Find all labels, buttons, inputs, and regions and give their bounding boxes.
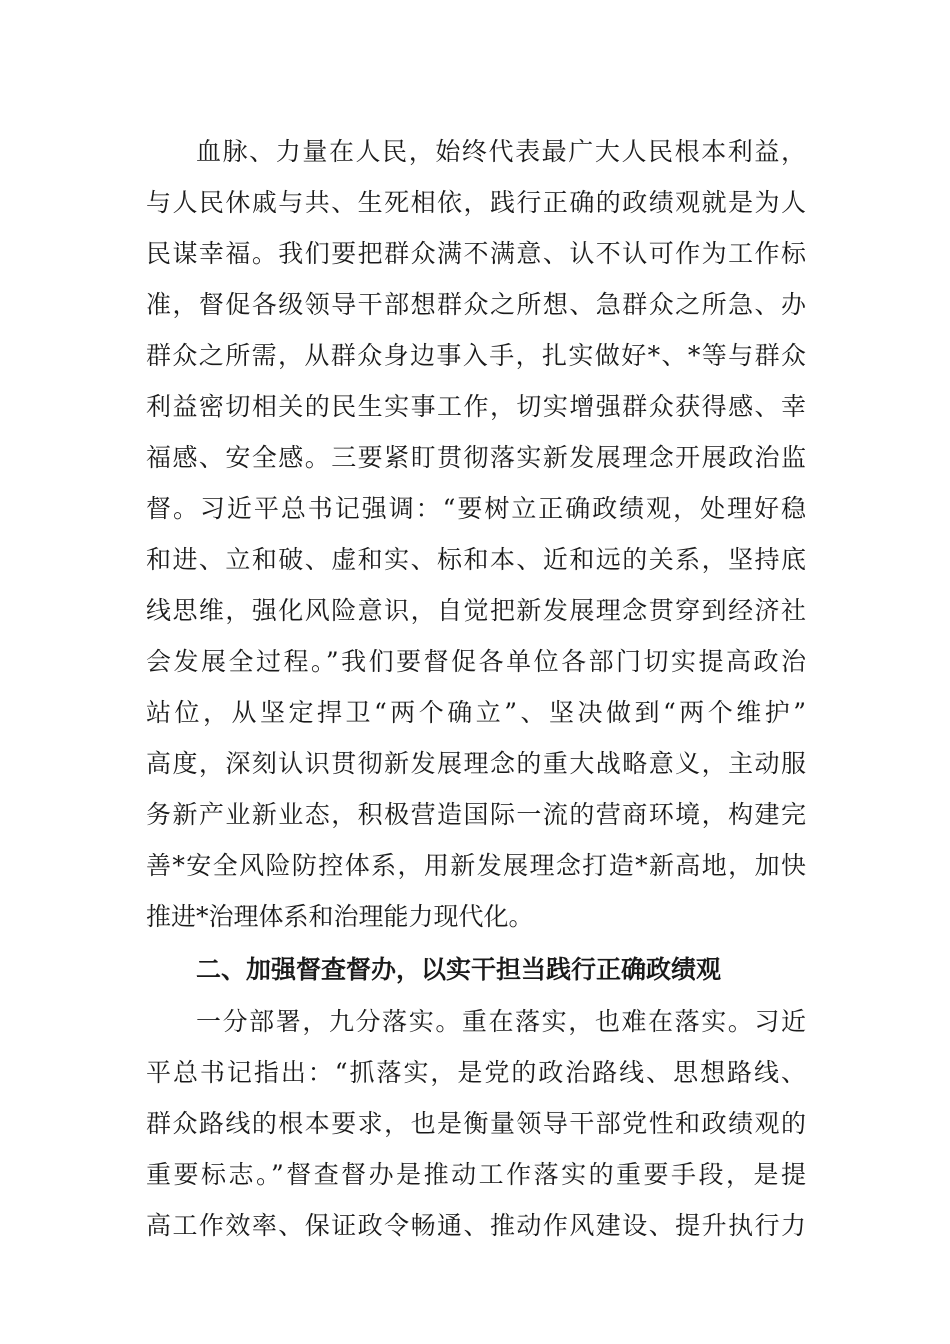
paragraph-line: 利益密切相关的民生实事工作，切实增强群众获得感、幸: [146, 392, 806, 421]
paragraph-line: 善*安全风险防控体系，用新发展理念打造*新高地，加快: [146, 851, 806, 880]
paragraph-line: 民谋幸福。我们要把群众满不满意、认不认可作为工作标: [146, 239, 806, 268]
section-heading: 二、加强督查督办，以实干担当践行正确政绩观: [196, 955, 722, 984]
paragraph-line: 站位，从坚定捍卫“两个确立”、坚决做到“两个维护”: [146, 698, 806, 727]
paragraph-line: 督。习近平总书记强调：“要树立正确政绩观，处理好稳: [146, 494, 806, 523]
paragraph-line: 准，督促各级领导干部想群众之所想、急群众之所急、办: [146, 290, 806, 319]
paragraph-line: 群众之所需，从群众身边事入手，扎实做好*、*等与群众: [146, 341, 806, 370]
paragraph-line: 推进*治理体系和治理能力现代化。: [146, 902, 534, 931]
paragraph-line: 重要标志。”督查督办是推动工作落实的重要手段，是提: [146, 1160, 806, 1189]
paragraph-line: 和进、立和破、虚和实、标和本、近和远的关系，坚持底: [146, 545, 806, 574]
paragraph-line: 线思维，强化风险意识，自觉把新发展理念贯穿到经济社: [146, 596, 806, 625]
paragraph-line: 高度，深刻认识贯彻新发展理念的重大战略意义，主动服: [146, 749, 806, 778]
paragraph-line: 血脉、力量在人民，始终代表最广大人民根本利益，: [196, 137, 806, 166]
paragraph-line: 平总书记指出：“抓落实，是党的政治路线、思想路线、: [146, 1058, 806, 1087]
paragraph-line: 与人民休戚与共、生死相依，践行正确的政绩观就是为人: [146, 188, 806, 217]
paragraph-line: 一分部署，九分落实。重在落实，也难在落实。习近: [196, 1007, 806, 1036]
paragraph-line: 务新产业新业态，积极营造国际一流的营商环境，构建完: [146, 800, 806, 829]
paragraph-line: 群众路线的根本要求，也是衡量领导干部党性和政绩观的: [146, 1109, 806, 1138]
paragraph-line: 高工作效率、保证政令畅通、推动作风建设、提升执行力: [146, 1211, 806, 1240]
paragraph-line: 福感、安全感。三要紧盯贯彻落实新发展理念开展政治监: [146, 443, 806, 472]
paragraph-line: 会发展全过程。”我们要督促各单位各部门切实提高政治: [146, 647, 806, 676]
